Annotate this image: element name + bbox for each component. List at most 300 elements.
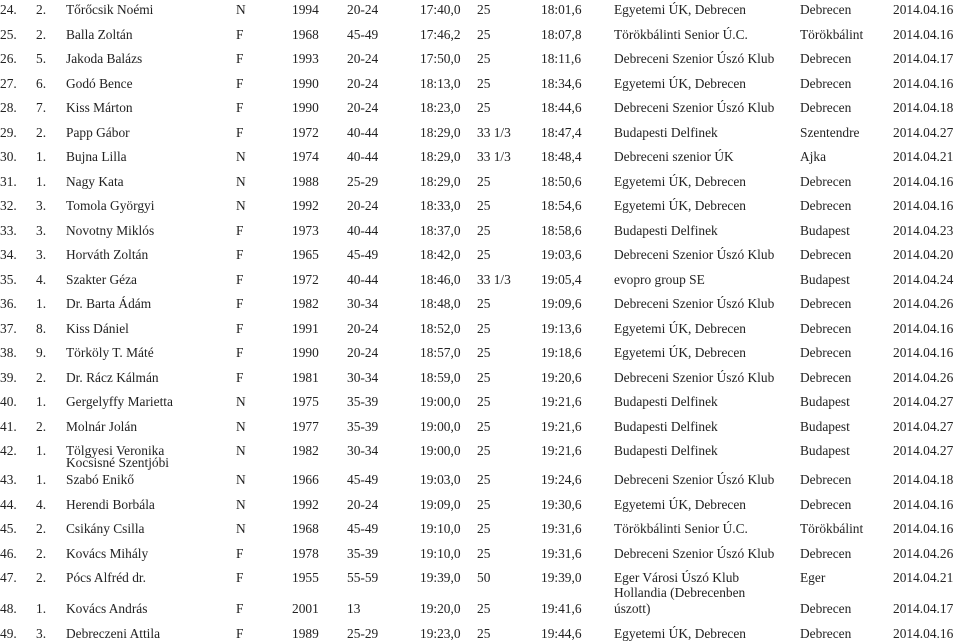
table-row (0, 174, 960, 200)
date: 2014.04.21 (893, 149, 954, 164)
swimmer-name: Herendi Borbála (66, 497, 155, 512)
date: 2014.04.24 (893, 272, 954, 287)
sex: F (236, 296, 244, 311)
birth-year: 1982 (292, 296, 319, 311)
category-rank: 3. (36, 626, 47, 641)
table-row (0, 394, 960, 420)
date: 2014.04.16 (893, 174, 954, 189)
place: 46. (0, 546, 17, 561)
swim-time: 19:00,0 (420, 419, 461, 434)
place: 47. (0, 570, 17, 585)
result-time: 19:31,6 (541, 546, 582, 561)
sex: F (236, 546, 244, 561)
place: 30. (0, 149, 17, 164)
sex: F (236, 601, 244, 616)
birth-year: 1990 (292, 76, 319, 91)
club: Budapesti Delfinek (614, 419, 718, 434)
swim-time: 19:23,0 (420, 626, 461, 641)
place: 31. (0, 174, 17, 189)
city: Törökbálint (800, 521, 864, 536)
swim-time: 19:10,0 (420, 521, 461, 536)
table-row (0, 370, 960, 396)
city: Debrecen (800, 601, 852, 616)
swimmer-name: Godó Bence (66, 76, 133, 91)
swim-time: 18:29,0 (420, 125, 461, 140)
club: Egyetemi ÚK, Debrecen (614, 2, 746, 17)
result-time: 19:21,6 (541, 443, 582, 458)
place: 48. (0, 601, 17, 616)
category-rank: 3. (36, 198, 47, 213)
city: Debrecen (800, 100, 852, 115)
place: 39. (0, 370, 17, 385)
club: Budapesti Delfinek (614, 223, 718, 238)
swim-time: 19:09,0 (420, 497, 461, 512)
club: Egyetemi ÚK, Debrecen (614, 174, 746, 189)
swim-time: 17:46,2 (420, 27, 461, 42)
birth-year: 1993 (292, 51, 319, 66)
result-time: 19:24,6 (541, 472, 582, 487)
age-group: 40-44 (347, 223, 379, 238)
result-time: 18:47,4 (541, 125, 582, 140)
age-group: 55-59 (347, 570, 379, 585)
sex: F (236, 272, 244, 287)
swim-time: 18:57,0 (420, 345, 461, 360)
table-row (0, 626, 960, 642)
swim-time: 18:46,0 (420, 272, 461, 287)
result-time: 19:21,6 (541, 419, 582, 434)
city: Budapest (800, 223, 850, 238)
result-time: 19:21,6 (541, 394, 582, 409)
age-group: 45-49 (347, 472, 379, 487)
category-rank: 3. (36, 223, 47, 238)
age-group: 35-39 (347, 546, 379, 561)
pool-length: 33 1/3 (477, 125, 511, 140)
birth-year: 1981 (292, 370, 319, 385)
sex: F (236, 321, 244, 336)
sex: N (236, 198, 246, 213)
birth-year: 1982 (292, 443, 319, 458)
pool-length: 25 (477, 247, 491, 262)
pool-length: 25 (477, 51, 491, 66)
category-rank: 1. (36, 601, 47, 616)
swim-time: 18:48,0 (420, 296, 461, 311)
age-group: 20-24 (347, 345, 379, 360)
pool-length: 25 (477, 27, 491, 42)
category-rank: 2. (36, 521, 47, 536)
place: 38. (0, 345, 17, 360)
swim-time: 18:13,0 (420, 76, 461, 91)
category-rank: 1. (36, 149, 47, 164)
category-rank: 9. (36, 345, 47, 360)
pool-length: 25 (477, 321, 491, 336)
swimmer-name: Jakoda Balázs (66, 51, 143, 66)
birth-year: 2001 (292, 601, 319, 616)
club-line-1: Hollandia (Debrecenben (614, 585, 746, 600)
sex: N (236, 443, 246, 458)
age-group: 40-44 (347, 149, 379, 164)
result-time: 19:31,6 (541, 521, 582, 536)
sex: N (236, 394, 246, 409)
pool-length: 33 1/3 (477, 272, 511, 287)
birth-year: 1992 (292, 497, 319, 512)
date: 2014.04.23 (893, 223, 954, 238)
place: 28. (0, 100, 17, 115)
swimmer-name: Kovács Mihály (66, 546, 149, 561)
table-row (0, 51, 960, 77)
date: 2014.04.16 (893, 626, 954, 641)
age-group: 30-34 (347, 370, 379, 385)
pool-length: 25 (477, 443, 491, 458)
swim-time: 18:52,0 (420, 321, 461, 336)
category-rank: 2. (36, 27, 47, 42)
pool-length: 25 (477, 394, 491, 409)
club: Egyetemi ÚK, Debrecen (614, 345, 746, 360)
swim-time: 18:59,0 (420, 370, 461, 385)
swimmer-name: Novotny Miklós (66, 223, 155, 238)
swim-time: 19:39,0 (420, 570, 461, 585)
age-group: 20-24 (347, 198, 379, 213)
swim-time: 18:29,0 (420, 149, 461, 164)
birth-year: 1977 (292, 419, 319, 434)
swim-time: 18:23,0 (420, 100, 461, 115)
sex: N (236, 497, 246, 512)
club: úszott) (614, 601, 651, 616)
date: 2014.04.16 (893, 521, 954, 536)
date: 2014.04.17 (893, 51, 954, 66)
swim-time: 17:50,0 (420, 51, 461, 66)
table-row (0, 198, 960, 224)
club: Debreceni Szenior Úszó Klub (614, 247, 775, 262)
swimmer-name: Kiss Márton (66, 100, 133, 115)
result-time: 19:20,6 (541, 370, 582, 385)
age-group: 25-29 (347, 174, 379, 189)
date: 2014.04.21 (893, 570, 954, 585)
place: 27. (0, 76, 17, 91)
birth-year: 1974 (292, 149, 319, 164)
city: Budapest (800, 394, 850, 409)
date: 2014.04.16 (893, 2, 954, 17)
category-rank: 4. (36, 497, 47, 512)
age-group: 20-24 (347, 2, 379, 17)
age-group: 45-49 (347, 247, 379, 262)
result-time: 18:44,6 (541, 100, 582, 115)
age-group: 25-29 (347, 626, 379, 641)
city: Budapest (800, 443, 850, 458)
pool-length: 33 1/3 (477, 149, 511, 164)
date: 2014.04.17 (893, 601, 954, 616)
table-row (0, 521, 960, 547)
pool-length: 25 (477, 2, 491, 17)
category-rank: 2. (36, 570, 47, 585)
table-row (0, 497, 960, 523)
club: Eger Városi Úszó Klub (614, 570, 740, 585)
sex: F (236, 76, 244, 91)
sex: N (236, 521, 246, 536)
club: evopro group SE (614, 272, 705, 287)
club: Egyetemi ÚK, Debrecen (614, 198, 746, 213)
swimmer-name: Törköly T. Máté (66, 345, 154, 360)
birth-year: 1965 (292, 247, 319, 262)
place: 41. (0, 419, 17, 434)
pool-length: 25 (477, 521, 491, 536)
city: Debrecen (800, 497, 852, 512)
swimmer-name: Dr. Rácz Kálmán (66, 370, 159, 385)
city: Törökbálint (800, 27, 864, 42)
age-group: 40-44 (347, 272, 379, 287)
pool-length: 25 (477, 345, 491, 360)
date: 2014.04.16 (893, 345, 954, 360)
club: Debreceni Szenior Úszó Klub (614, 546, 775, 561)
result-time: 18:54,6 (541, 198, 582, 213)
table-row (0, 455, 960, 487)
age-group: 20-24 (347, 321, 379, 336)
category-rank: 2. (36, 125, 47, 140)
birth-year: 1990 (292, 345, 319, 360)
city: Eger (800, 570, 826, 585)
birth-year: 1968 (292, 27, 319, 42)
sex: F (236, 247, 244, 262)
place: 32. (0, 198, 17, 213)
sex: F (236, 27, 244, 42)
swimmer-name-line-1: Kocsisné Szentjóbi (66, 455, 170, 470)
city: Debrecen (800, 321, 852, 336)
club: Egyetemi ÚK, Debrecen (614, 76, 746, 91)
category-rank: 2. (36, 2, 47, 17)
age-group: 20-24 (347, 100, 379, 115)
table-row (0, 546, 960, 572)
place: 33. (0, 223, 17, 238)
sex: F (236, 345, 244, 360)
table-row (0, 345, 960, 371)
birth-year: 1992 (292, 198, 319, 213)
table-row (0, 321, 960, 347)
swim-time: 19:00,0 (420, 443, 461, 458)
swimmer-name: Tomola Györgyi (66, 198, 155, 213)
pool-length: 25 (477, 497, 491, 512)
club: Törökbálinti Senior Ú.C. (614, 27, 748, 42)
city: Debrecen (800, 247, 852, 262)
pool-length: 25 (477, 419, 491, 434)
category-rank: 1. (36, 296, 47, 311)
city: Budapest (800, 272, 850, 287)
age-group: 40-44 (347, 125, 379, 140)
swimmer-name: Molnár Jolán (66, 419, 138, 434)
place: 36. (0, 296, 17, 311)
category-rank: 8. (36, 321, 47, 336)
city: Debrecen (800, 345, 852, 360)
category-rank: 7. (36, 100, 47, 115)
result-time: 19:03,6 (541, 247, 582, 262)
category-rank: 1. (36, 394, 47, 409)
birth-year: 1990 (292, 100, 319, 115)
pool-length: 25 (477, 601, 491, 616)
swim-time: 19:03,0 (420, 472, 461, 487)
date: 2014.04.27 (893, 443, 954, 458)
category-rank: 3. (36, 247, 47, 262)
result-time: 19:18,6 (541, 345, 582, 360)
pool-length: 25 (477, 626, 491, 641)
place: 35. (0, 272, 17, 287)
swimmer-name: Gergelyffy Marietta (66, 394, 173, 409)
swimmer-name: Tölgyesi Veronika (66, 443, 165, 458)
date: 2014.04.20 (893, 247, 954, 262)
club: Törökbálinti Senior Ú.C. (614, 521, 748, 536)
pool-length: 25 (477, 472, 491, 487)
result-time: 19:44,6 (541, 626, 582, 641)
club: Egyetemi ÚK, Debrecen (614, 497, 746, 512)
swim-time: 19:10,0 (420, 546, 461, 561)
swimmer-name: Kovács András (66, 601, 148, 616)
date: 2014.04.18 (893, 472, 954, 487)
place: 25. (0, 27, 17, 42)
swim-time: 17:40,0 (420, 2, 461, 17)
swim-time: 19:20,0 (420, 601, 461, 616)
pool-length: 25 (477, 223, 491, 238)
swimmer-name: Bujna Lilla (66, 149, 127, 164)
date: 2014.04.27 (893, 419, 954, 434)
swim-time: 18:37,0 (420, 223, 461, 238)
club: Budapesti Delfinek (614, 125, 718, 140)
sex: F (236, 570, 244, 585)
table-row (0, 585, 960, 617)
date: 2014.04.16 (893, 321, 954, 336)
age-group: 20-24 (347, 497, 379, 512)
club: Egyetemi ÚK, Debrecen (614, 626, 746, 641)
category-rank: 1. (36, 472, 47, 487)
age-group: 13 (347, 601, 361, 616)
sex: N (236, 2, 246, 17)
birth-year: 1975 (292, 394, 319, 409)
table-row (0, 247, 960, 273)
birth-year: 1978 (292, 546, 319, 561)
date: 2014.04.26 (893, 546, 954, 561)
city: Debrecen (800, 370, 852, 385)
swimmer-name: Horváth Zoltán (66, 247, 149, 262)
table-row (0, 100, 960, 126)
swimmer-name: Kiss Dániel (66, 321, 129, 336)
swim-time: 19:00,0 (420, 394, 461, 409)
pool-length: 25 (477, 296, 491, 311)
club: Egyetemi ÚK, Debrecen (614, 321, 746, 336)
birth-year: 1972 (292, 125, 319, 140)
club: Budapesti Delfinek (614, 394, 718, 409)
place: 44. (0, 497, 17, 512)
place: 29. (0, 125, 17, 140)
birth-year: 1966 (292, 472, 319, 487)
sex: F (236, 125, 244, 140)
category-rank: 2. (36, 419, 47, 434)
result-time: 19:13,6 (541, 321, 582, 336)
result-time: 18:01,6 (541, 2, 582, 17)
table-row (0, 27, 960, 53)
result-time: 18:11,6 (541, 51, 582, 66)
place: 26. (0, 51, 17, 66)
sex: F (236, 100, 244, 115)
city: Debrecen (800, 198, 852, 213)
birth-year: 1968 (292, 521, 319, 536)
pool-length: 25 (477, 100, 491, 115)
table-row (0, 272, 960, 298)
swim-time: 18:42,0 (420, 247, 461, 262)
swimmer-name: Tőrőcsik Noémi (66, 2, 154, 17)
category-rank: 2. (36, 370, 47, 385)
city: Debrecen (800, 2, 852, 17)
place: 24. (0, 2, 17, 17)
result-time: 19:30,6 (541, 497, 582, 512)
sex: F (236, 626, 244, 641)
birth-year: 1955 (292, 570, 319, 585)
place: 49. (0, 626, 17, 641)
city: Debrecen (800, 174, 852, 189)
sex: N (236, 419, 246, 434)
swimmer-name: Balla Zoltán (66, 27, 133, 42)
date: 2014.04.16 (893, 76, 954, 91)
age-group: 30-34 (347, 443, 379, 458)
pool-length: 25 (477, 370, 491, 385)
category-rank: 2. (36, 546, 47, 561)
place: 42. (0, 443, 17, 458)
date: 2014.04.16 (893, 198, 954, 213)
result-time: 18:48,4 (541, 149, 582, 164)
age-group: 45-49 (347, 521, 379, 536)
swimmer-name: Papp Gábor (66, 125, 130, 140)
city: Debrecen (800, 76, 852, 91)
result-time: 19:39,0 (541, 570, 582, 585)
swimmer-name: Dr. Barta Ádám (66, 296, 152, 311)
club: Debreceni Szenior Úszó Klub (614, 370, 775, 385)
category-rank: 1. (36, 174, 47, 189)
age-group: 45-49 (347, 27, 379, 42)
date: 2014.04.16 (893, 27, 954, 42)
swimmer-name: Nagy Kata (66, 174, 124, 189)
sex: N (236, 174, 246, 189)
club: Debreceni Szenior Úszó Klub (614, 296, 775, 311)
city: Debrecen (800, 546, 852, 561)
date: 2014.04.27 (893, 125, 954, 140)
place: 40. (0, 394, 17, 409)
city: Debrecen (800, 472, 852, 487)
date: 2014.04.16 (893, 497, 954, 512)
sex: F (236, 51, 244, 66)
age-group: 20-24 (347, 51, 379, 66)
swimmer-name: Csikány Csilla (66, 521, 145, 536)
birth-year: 1991 (292, 321, 319, 336)
club: Debreceni Szenior Úszó Klub (614, 51, 775, 66)
result-time: 19:09,6 (541, 296, 582, 311)
place: 43. (0, 472, 17, 487)
table-row (0, 76, 960, 102)
table-row (0, 2, 960, 28)
city: Budapest (800, 419, 850, 434)
place: 45. (0, 521, 17, 536)
category-rank: 6. (36, 76, 47, 91)
birth-year: 1972 (292, 272, 319, 287)
age-group: 20-24 (347, 76, 379, 91)
birth-year: 1973 (292, 223, 319, 238)
sex: F (236, 223, 244, 238)
date: 2014.04.26 (893, 296, 954, 311)
city: Debrecen (800, 296, 852, 311)
sex: N (236, 472, 246, 487)
age-group: 30-34 (347, 296, 379, 311)
pool-length: 25 (477, 546, 491, 561)
swimmer-name: Szabó Enikő (66, 472, 135, 487)
result-time: 19:41,6 (541, 601, 582, 616)
date: 2014.04.27 (893, 394, 954, 409)
club: Debreceni szenior ÚK (614, 149, 734, 164)
pool-length: 25 (477, 198, 491, 213)
swimmer-name: Szakter Géza (66, 272, 138, 287)
